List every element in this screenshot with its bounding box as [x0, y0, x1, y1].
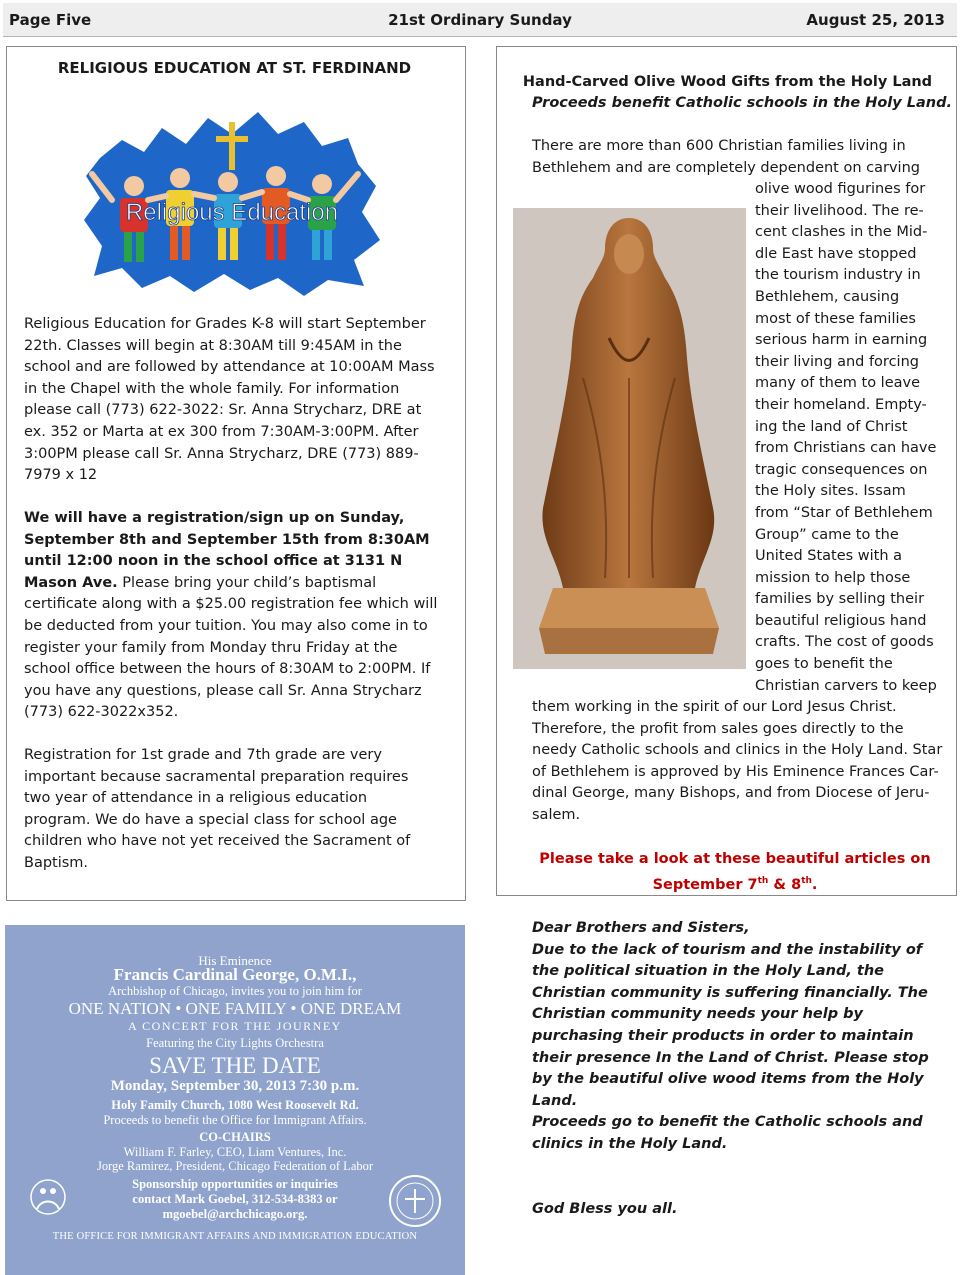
page-header — [3, 3, 957, 37]
registration-details: Please bring your child’s baptismal certificate along with a $25.00 registration fee which will be deducted from your tuition. You may also come in to register your family from Monday thru Friday at the school office between the hours of 8:30AM to 2:00PM. If you have any questions, please call Sr. Anna Strycharz (773) 622-3022x352. — [24, 574, 438, 721]
narrow-line: Bethlehem, causing — [755, 288, 900, 305]
concert-flyer — [5, 925, 465, 1275]
narrow-line: tragic consequences on — [755, 461, 928, 478]
narrow-line: the Holy sites. Issam — [755, 483, 906, 500]
closing-line: needy Catholic schools and clinics in the Holy Land. Star — [532, 742, 943, 759]
flyer-invitation: Archbishop of Chicago, invites you to join him for — [108, 984, 362, 998]
flyer-venue: Holy Family Church, 1080 West Roosevelt Rd. — [111, 1098, 359, 1112]
education-schedule-paragraph: Religious Education for Grades K-8 will start September 22th. Classes will begin at 8:30AM till 9:45AM in the school and are followed by attendance at 10:00AM Mass in the Chapel with the whole family. For information please call (773) 622-3022: Sr. Anna Strycharz, DRE at ex. 352 or Marta at ex 300 from 7:30AM-3:00PM. After 3:00PM please call Sr. Anna Strycharz, DRE (773) 889-7979 x 12 — [24, 316, 435, 484]
sale-dates-notice — [500, 848, 960, 896]
logo-text: Religious Education — [125, 199, 339, 226]
registration-dates-bold: We will have a registration/sign up on Sunday, September 8th and September 15th from 8:30AM until 12:00 noon in the school office at 3131 N Mason Ave. — [24, 510, 430, 591]
olive-wood-title: Hand-Carved Olive Wood Gifts from the Holy Land — [522, 74, 933, 90]
intro-line: Bethlehem and are completely dependent on carving — [532, 159, 920, 176]
narrow-line: from Christians can have — [755, 440, 937, 457]
narrow-line: the tourism industry in — [755, 267, 921, 284]
flyer-concert-name: A CONCERT FOR THE JOURNEY — [128, 1019, 342, 1033]
notice-sup-2: th — [801, 876, 812, 886]
flyer-cardinal-name: Francis Cardinal George, O.M.I., — [113, 965, 357, 984]
statue-figure — [513, 208, 746, 669]
intro-line: There are more than 600 Christian families living in — [532, 138, 906, 154]
notice-end: . — [811, 876, 818, 893]
narrow-line: their livelihood. The re- — [755, 202, 924, 219]
flyer-sponsorship: Sponsorship opportunities or inquiries — [132, 1177, 338, 1191]
letter-closing: God Bless you all. — [532, 1200, 678, 1217]
flyer-cochair-2: Jorge Ramirez, President, Chicago Federation of Labor — [96, 1159, 374, 1173]
flyer-cochair-1: William F. Farley, CEO, Liam Ventures, Inc. — [123, 1145, 347, 1159]
closing-line: salem. — [532, 806, 581, 823]
narrow-line: Group” came to the — [755, 526, 899, 543]
letter-proceeds: Proceeds go to benefit the Catholic schools and clinics in the Holy Land. — [532, 1114, 923, 1152]
letter-greeting: Dear Brothers and Sisters, — [532, 920, 750, 936]
narrow-line: United States with a — [755, 548, 903, 565]
olive-wood-intro — [532, 136, 952, 179]
narrow-line: serious harm in earning — [755, 332, 928, 349]
flyer-email: mgoebel@archchicago.org. — [162, 1207, 308, 1221]
narrow-line: from “Star of Bethlehem — [755, 504, 933, 521]
narrow-line: cent clashes in the Mid- — [755, 224, 928, 241]
flyer-save-the-date: SAVE THE DATE — [149, 1053, 321, 1078]
narrow-line: dle East have stopped — [755, 245, 917, 262]
narrow-line: ing the land of Christ — [755, 418, 908, 435]
flyer-orchestra: Featuring the City Lights Orchestra — [146, 1036, 324, 1050]
narrow-line: most of these families — [755, 310, 916, 327]
olive-wood-closing — [532, 697, 957, 827]
narrow-line: families by selling their — [755, 591, 925, 608]
header-date: August 25, 2013 — [806, 11, 945, 29]
closing-line: dinal George, many Bishops, and from Diocese of Jeru- — [532, 785, 930, 802]
narrow-line: mission to help those — [755, 569, 911, 586]
sacrament-paragraph: Registration for 1st grade and 7th grade are very important because sacramental preparation requires two year of attendance in a religious education program. We do have a special class for school age children who have not yet received the Sacrament of Baptism. — [24, 747, 411, 871]
header-page-number: Page Five — [9, 11, 92, 29]
closing-line: of Bethlehem is approved by His Eminence Frances Car- — [532, 763, 939, 780]
archdiocese-seal-icon — [387, 1173, 443, 1229]
narrow-line: many of them to leave — [755, 375, 921, 392]
notice-line: Please take a look at these beautiful articles on — [539, 851, 931, 867]
religious-education-logo — [82, 100, 382, 296]
narrow-line: olive wood figurines for — [755, 181, 926, 197]
notice-dates — [500, 870, 960, 896]
narrow-line: beautiful religious hand — [755, 612, 927, 629]
letter-body: Due to the lack of tourism and the instability of the political situation in the Holy Land, the Christian community is suffering financially. The Christian community needs your help by purchasing their products in order to maintain their presence In the Land of Christ. Please stop by the beautiful olive wood items from the Holy Land. — [532, 941, 929, 1109]
olive-wood-subtitle: Proceeds benefit Catholic schools in the Holy Land. — [532, 95, 953, 111]
narrow-line: crafts. The cost of goods — [755, 634, 934, 651]
olive-wood-narrow-column — [755, 179, 955, 697]
header-center: 21st Ordinary Sunday — [388, 11, 572, 29]
flyer-contact: contact Mark Goebel, 312-534-8383 or — [132, 1192, 338, 1206]
narrow-line: their living and forcing — [755, 353, 919, 370]
olive-wood-statue-photo — [513, 208, 746, 669]
notice-date-2: & 8 — [768, 876, 802, 893]
closing-line: Therefore, the profit from sales goes directly to the — [532, 720, 904, 737]
flyer-office-name: THE OFFICE FOR IMMIGRANT AFFAIRS AND IMMIGRATION EDUCATION — [52, 1231, 418, 1242]
flyer-event-date: Monday, September 30, 2013 7:30 p.m. — [110, 1078, 360, 1094]
flyer-motto: ONE NATION • ONE FAMILY • ONE DREAM — [68, 999, 402, 1018]
registration-paragraph — [24, 508, 439, 724]
narrow-line: goes to benefit the — [755, 656, 893, 673]
letter-to-parishioners — [532, 918, 942, 1220]
narrow-line: Christian carvers to keep — [755, 677, 937, 694]
flyer-cochairs-heading: CO-CHAIRS — [199, 1130, 271, 1144]
notice-sup-1: th — [757, 876, 769, 886]
notice-date-1: September 7 — [652, 876, 758, 893]
flyer-eminence: His Eminence — [198, 953, 272, 968]
closing-line: them working in the spirit of our Lord Jesus Christ. — [532, 699, 897, 715]
narrow-line: their homeland. Empty- — [755, 396, 927, 413]
immigrant-affairs-logo-icon — [27, 1177, 69, 1223]
religious-education-title: RELIGIOUS EDUCATION AT ST. FERDINAND — [57, 59, 412, 77]
flyer-proceeds: Proceeds to benefit the Office for Immigrant Affairs. — [103, 1113, 367, 1127]
